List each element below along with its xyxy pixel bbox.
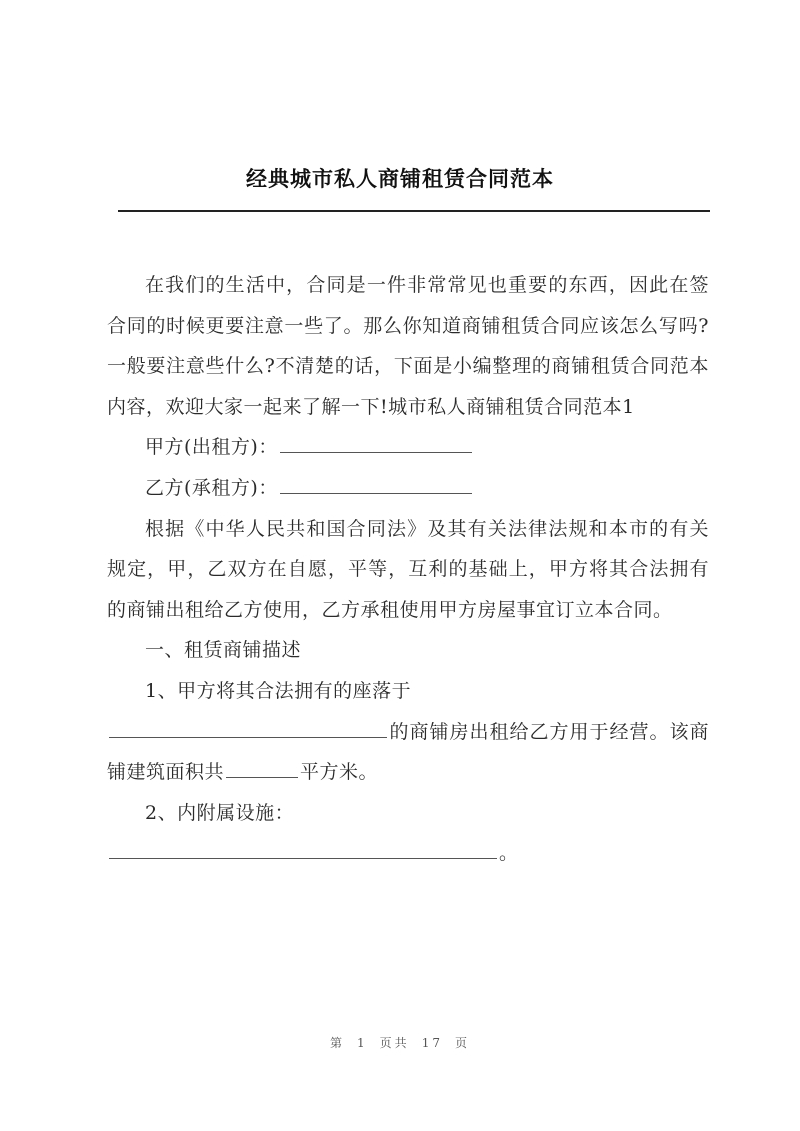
item2-end: 。 <box>499 842 519 865</box>
item1-heading: 1、甲方将其合法拥有的座落于 <box>145 679 412 702</box>
party-b-line <box>107 468 709 509</box>
party-b-blank[interactable] <box>280 492 472 494</box>
total-pages: 17 <box>421 1036 443 1050</box>
footer-label-1: 第 <box>330 1036 346 1050</box>
page-footer <box>0 1034 800 1051</box>
item2-heading: 2、内附属设施： <box>145 801 295 824</box>
intro-paragraph: 在我们的生活中，合同是一件非常常见也重要的东西，因此在签合同的时候更要注意一些了。那么你知道商铺租赁合同应该怎么写吗?一般要注意些什么?不清楚的话，下面是小编整理的商铺租赁合同范本内容，欢迎大家一起来了解一下!城市私人商铺租赁合同范本1 <box>107 274 709 418</box>
item1-end: 平方米。 <box>300 761 379 784</box>
footer-label-2: 页共 <box>379 1036 410 1050</box>
party-a-blank[interactable] <box>280 451 472 453</box>
party-a-line <box>107 427 709 468</box>
facilities-blank[interactable] <box>109 857 497 859</box>
area-blank[interactable] <box>226 776 298 778</box>
location-blank[interactable] <box>109 736 387 738</box>
page-number: 1 <box>357 1036 368 1050</box>
item1-middle: 的商铺房出租给乙方用于经营。该商铺建筑面积共 <box>107 720 709 784</box>
party-a-label: 甲方(出租方)： <box>145 436 278 459</box>
section1-heading: 一、租赁商铺描述 <box>145 639 302 662</box>
footer-label-3: 页 <box>454 1036 470 1050</box>
party-b-label: 乙方(承租方)： <box>145 476 278 499</box>
title-divider <box>118 210 710 212</box>
page-title: 经典城市私人商铺租赁合同范本 <box>246 167 554 191</box>
item2-line <box>107 833 709 874</box>
document-body <box>107 265 709 874</box>
basis-paragraph: 根据《中华人民共和国合同法》及其有关法律法规和本市的有关规定，甲，乙双方在自愿，平等，互利的基础上，甲方将其合法拥有的商铺出租给乙方使用，乙方承租使用甲方房屋事宜订立本合同。 <box>107 517 709 621</box>
item1-paragraph <box>107 712 709 793</box>
